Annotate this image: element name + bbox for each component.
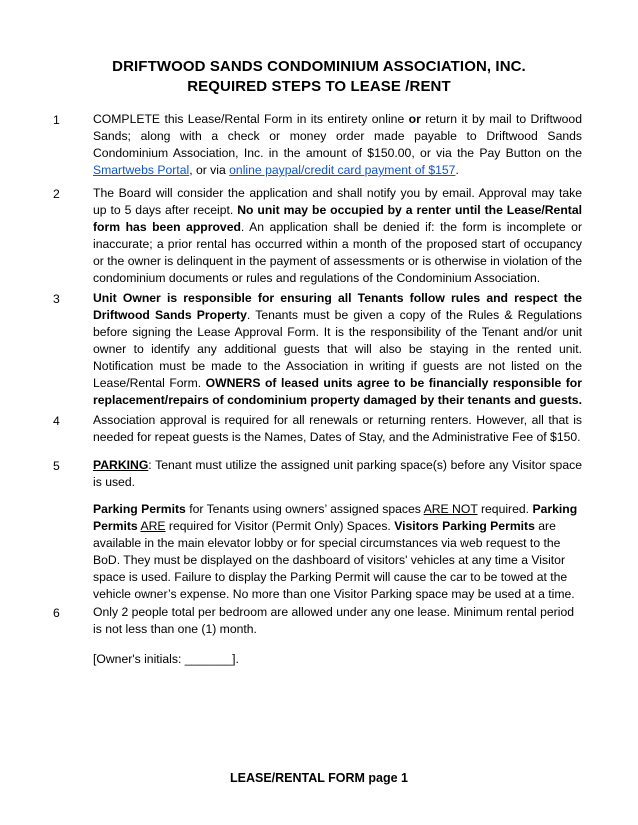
item-number-5: 5	[53, 459, 60, 473]
item-6-text: Only 2 people total per bedroom are allowed under any one lease. Minimum rental period is not less than one (1) month.	[93, 605, 575, 636]
owner-initials-field: [Owner's initials: _______].	[93, 652, 239, 666]
item-3-text: Unit Owner is responsible for ensuring all Tenants follow rules and respect the Driftwood Sands Property. Tenants must be given a copy of the Rules & Regulations before signing the Lease Approval Form. It is the responsibility of the Tenant and/or unit owner to identify any additional guests that will also be staying in the rented unit. Notification must be made to the Association in writing if guests are not listed on the Lease/Rental Form. OWNERS of leased units agree to be financially responsible for replacement/repairs of condominium property damaged by their tenants and guests.	[93, 291, 583, 407]
paypal-payment-link[interactable]: online paypal/credit card payment of $157	[229, 163, 456, 177]
item-number-1: 1	[53, 113, 60, 127]
document-title: DRIFTWOOD SANDS CONDOMINIUM ASSOCIATION, INC.	[112, 58, 526, 75]
item-number-6: 6	[53, 606, 60, 620]
page-footer: LEASE/RENTAL FORM page 1	[229, 771, 409, 785]
item-2-text: The Board will consider the application and shall notify you by email. Approval may take up to 5 days after receipt. No unit may be occupied by a renter until the Lease/Rental form has been approved. An application shall be denied if: the form is incomplete or inaccurate; a prior rental has occurred within a month of the proposed start of occupancy or the owner is delinquent in the payment of assessments or is otherwise in violation of the condominium documents or rules and regulations of the Condominium Association.	[93, 186, 583, 285]
item-number-2: 2	[53, 187, 60, 201]
item-4-text: Association approval is required for all renewals or returning renters. However, all that is needed for repeat guests is the Names, Dates of Stay, and the Administrative Fee of $150.	[93, 413, 582, 444]
parking-permits-text: Parking Permits for Tenants using owners’ assigned spaces ARE NOT required. Parking Permits ARE required for Visitor (Permit Only) Spaces. Visitors Parking Permits are available in the main elevator lobby or for special circumstances via web request to the BoD. They must be displayed on the dashboard of visitors' vehicles at any time a Visitor space is used. Failure to display the Parking Permit will cause the car to be towed at the vehicle owner’s expense. No more than one Visitor Parking space may be used at a time.	[93, 502, 578, 601]
document-subtitle: REQUIRED STEPS TO LEASE /RENT	[187, 78, 451, 95]
smartwebs-portal-link[interactable]: Smartwebs Portal	[93, 163, 190, 177]
item-number-4: 4	[53, 414, 60, 428]
item-number-3: 3	[53, 292, 60, 306]
item-5-text: PARKING: Tenant must utilize the assigned unit parking space(s) before any Visitor space is used.	[93, 458, 582, 489]
item-1-text: COMPLETE this Lease/Rental Form in its entirety online or return it by mail to Driftwood Sands; along with a check or money order made payable to Driftwood Sands Condominium Association, Inc. in the amount of $150.00, or via the Pay Button on the Smartwebs Portal, or via online paypal/credit card payment of $157.	[93, 112, 582, 177]
